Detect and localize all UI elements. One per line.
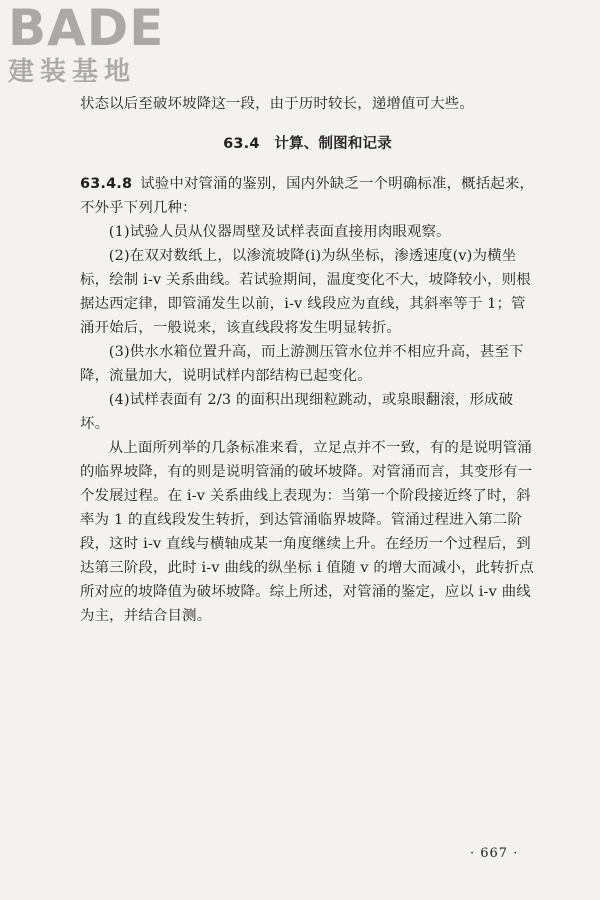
summary-paragraph: 从上面所列举的几条标准来看，立足点并不一致，有的是说明管涌的临界坡降，有的则是说明管涌的破坏坡降。对管涌而言，其变形有一个发展过程。在 i-v 关系曲线上表现为：当第一个阶段接近终了时，斜率为 1 的直线段发生转折，到达管涌临界坡降。管涌过程进入第二阶段，这时 i-v 直线与横轴成某一角度继续上升。在经历一个过程后，到达第三阶段，此时 i-v 曲线的纵坐标 i 值随 v 的增大而减小，此转折点所对应的坡降值为破坏坡降。综上所述，对管涌的鉴定，应以 i-v 曲线为主，并结合目测。 bbox=[80, 440, 534, 624]
watermark-subtitle: 建装基地 bbox=[8, 57, 137, 87]
watermark-logo bbox=[8, 2, 183, 94]
list-item: (1)试验人员从仪器周壁及试样表面直接用肉眼观察。 bbox=[108, 224, 451, 240]
section-title: 63.4 计算、制图和记录 bbox=[223, 136, 392, 152]
list-item: (2)在双对数纸上，以渗流坡降(i)为纵坐标，渗透速度(v)为横坐标，绘制 i-v 关系曲线。若试验期间，温度变化不大，坡降较小，则根据达西定律，即管涌发生以前，i-v 线段应为直线，其斜率等于 1；管涌开始后，一般说来，该直线段将发生明显转折。 bbox=[80, 248, 531, 336]
page-number: · 667 · bbox=[470, 846, 519, 861]
clause-intro-paragraph bbox=[80, 172, 535, 220]
continuation-paragraph: 状态以后至破坏坡降这一段，由于历时较长，递增值可大些。 bbox=[80, 96, 474, 112]
list-item: (4)试样表面有 2/3 的面积出现细粒跳动，或泉眼翻滚，形成破坏。 bbox=[80, 392, 514, 432]
clause-number: 63.4.8 bbox=[80, 176, 133, 192]
clause-intro: 试验中对管涌的鉴别，国内外缺乏一个明确标准，概括起来，不外乎下列几种： bbox=[80, 176, 535, 216]
document-body bbox=[80, 92, 535, 628]
list-item: (3)供水水箱位置升高，而上游测压管水位并不相应升高，甚至下降，流量加大，说明试样内部结构已起变化。 bbox=[80, 344, 524, 384]
watermark-brand: BADE bbox=[8, 0, 165, 57]
